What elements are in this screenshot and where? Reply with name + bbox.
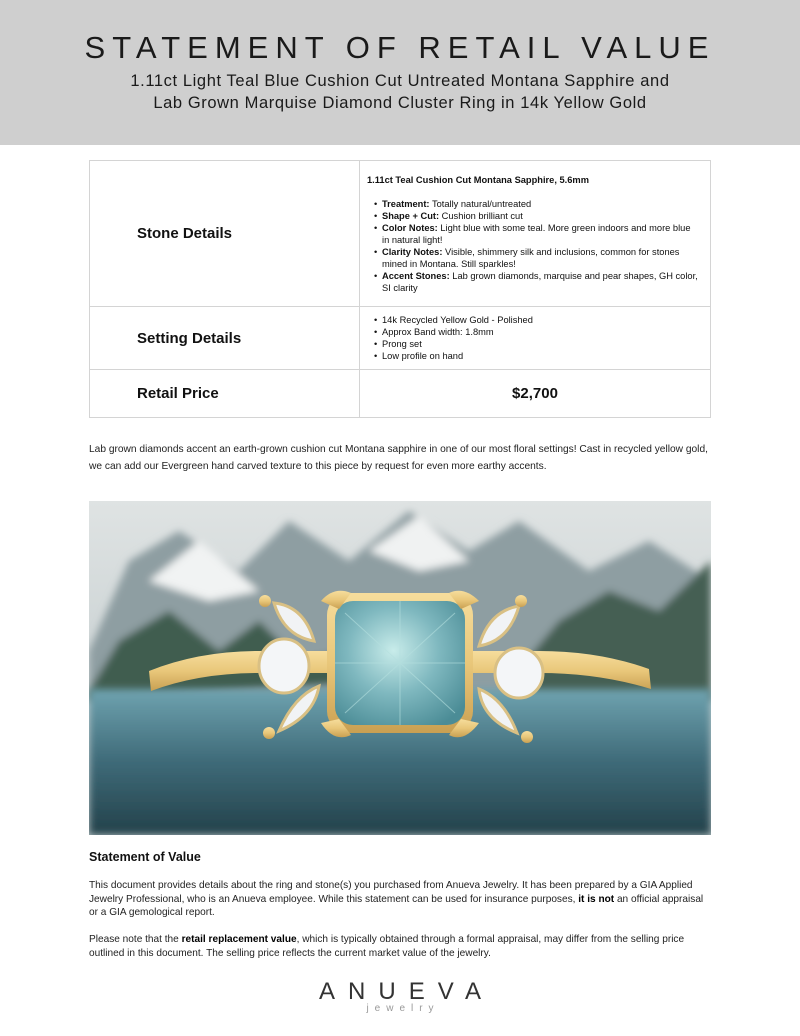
round-diamond-right: [495, 648, 543, 698]
ring-photo-illustration: [89, 501, 711, 835]
ring-photo: [89, 501, 711, 835]
retail-price-value: $2,700: [360, 370, 711, 418]
details-table: [89, 160, 711, 418]
subtitle-line-2: Lab Grown Marquise Diamond Cluster Ring in 14k Yellow Gold: [153, 94, 647, 112]
statement-paragraph-2: Please note that the retail replacement value, which is typically obtained through a formal appraisal, may differ from the selling price outlined in this document. The selling price reflects the current market value of the jewelry.: [89, 934, 685, 959]
list-item: • Approx Band width: 1.8mm: [375, 326, 700, 338]
list-item: • Clarity Notes: Visible, shimmery silk and inclusions, common for stones mined in Montana. Still sparkles!: [375, 246, 700, 270]
setting-details-label: Setting Details: [90, 307, 360, 370]
subtitle-line-1: 1.11ct Light Teal Blue Cushion Cut Untreated Montana Sapphire and: [130, 72, 670, 90]
list-item: • Shape + Cut: Cushion brilliant cut: [375, 210, 700, 222]
statement-paragraph-1: This document provides details about the ring and stone(s) you purchased from Anueva Jewelry. It has been prepared by a GIA Applied Jewelry Professional, who is an Anueva employee. While this statement can be used for insurance purposes, it is not an official appraisal or a GIA gemological report.: [89, 880, 704, 918]
setting-details-row: [90, 307, 711, 370]
header-banner: [0, 0, 800, 145]
document-subtitle: [60, 70, 740, 114]
stone-details-row: [90, 161, 711, 307]
setting-details-content: [360, 307, 711, 370]
stone-details-label: Stone Details: [90, 161, 360, 307]
list-item: • Prong set: [375, 338, 700, 350]
statement-of-value-title: Statement of Value: [89, 850, 201, 864]
setting-details-list: [367, 314, 700, 362]
list-item: • Low profile on hand: [375, 350, 700, 362]
stone-details-list: [367, 198, 700, 294]
logo-wordmark: ANUEVA: [319, 978, 494, 1005]
stone-heading: 1.11ct Teal Cushion Cut Montana Sapphire, 5.6mm: [367, 174, 589, 185]
logo-subtext: jewelry: [366, 1003, 440, 1014]
stone-details-content: [360, 161, 711, 307]
list-item: • Treatment: Totally natural/untreated: [375, 198, 700, 210]
anueva-logo: [0, 978, 800, 1014]
round-diamond-left: [259, 639, 309, 693]
document-title: STATEMENT OF RETAIL VALUE: [84, 30, 716, 65]
product-description: Lab grown diamonds accent an earth-grown cushion cut Montana sapphire in one of our most floral settings! Cast in recycled yellow gold, we can add our Evergreen hand carved texture to this piece by request for even more earthy accents.: [89, 444, 708, 472]
retail-price-label: Retail Price: [90, 370, 360, 418]
retail-price-row: [90, 370, 711, 418]
list-item: • Color Notes: Light blue with some teal. More green indoors and more blue in natural light!: [375, 222, 700, 246]
list-item: • Accent Stones: Lab grown diamonds, marquise and pear shapes, GH color, SI clarity: [375, 270, 700, 294]
list-item: • 14k Recycled Yellow Gold - Polished: [375, 314, 700, 326]
